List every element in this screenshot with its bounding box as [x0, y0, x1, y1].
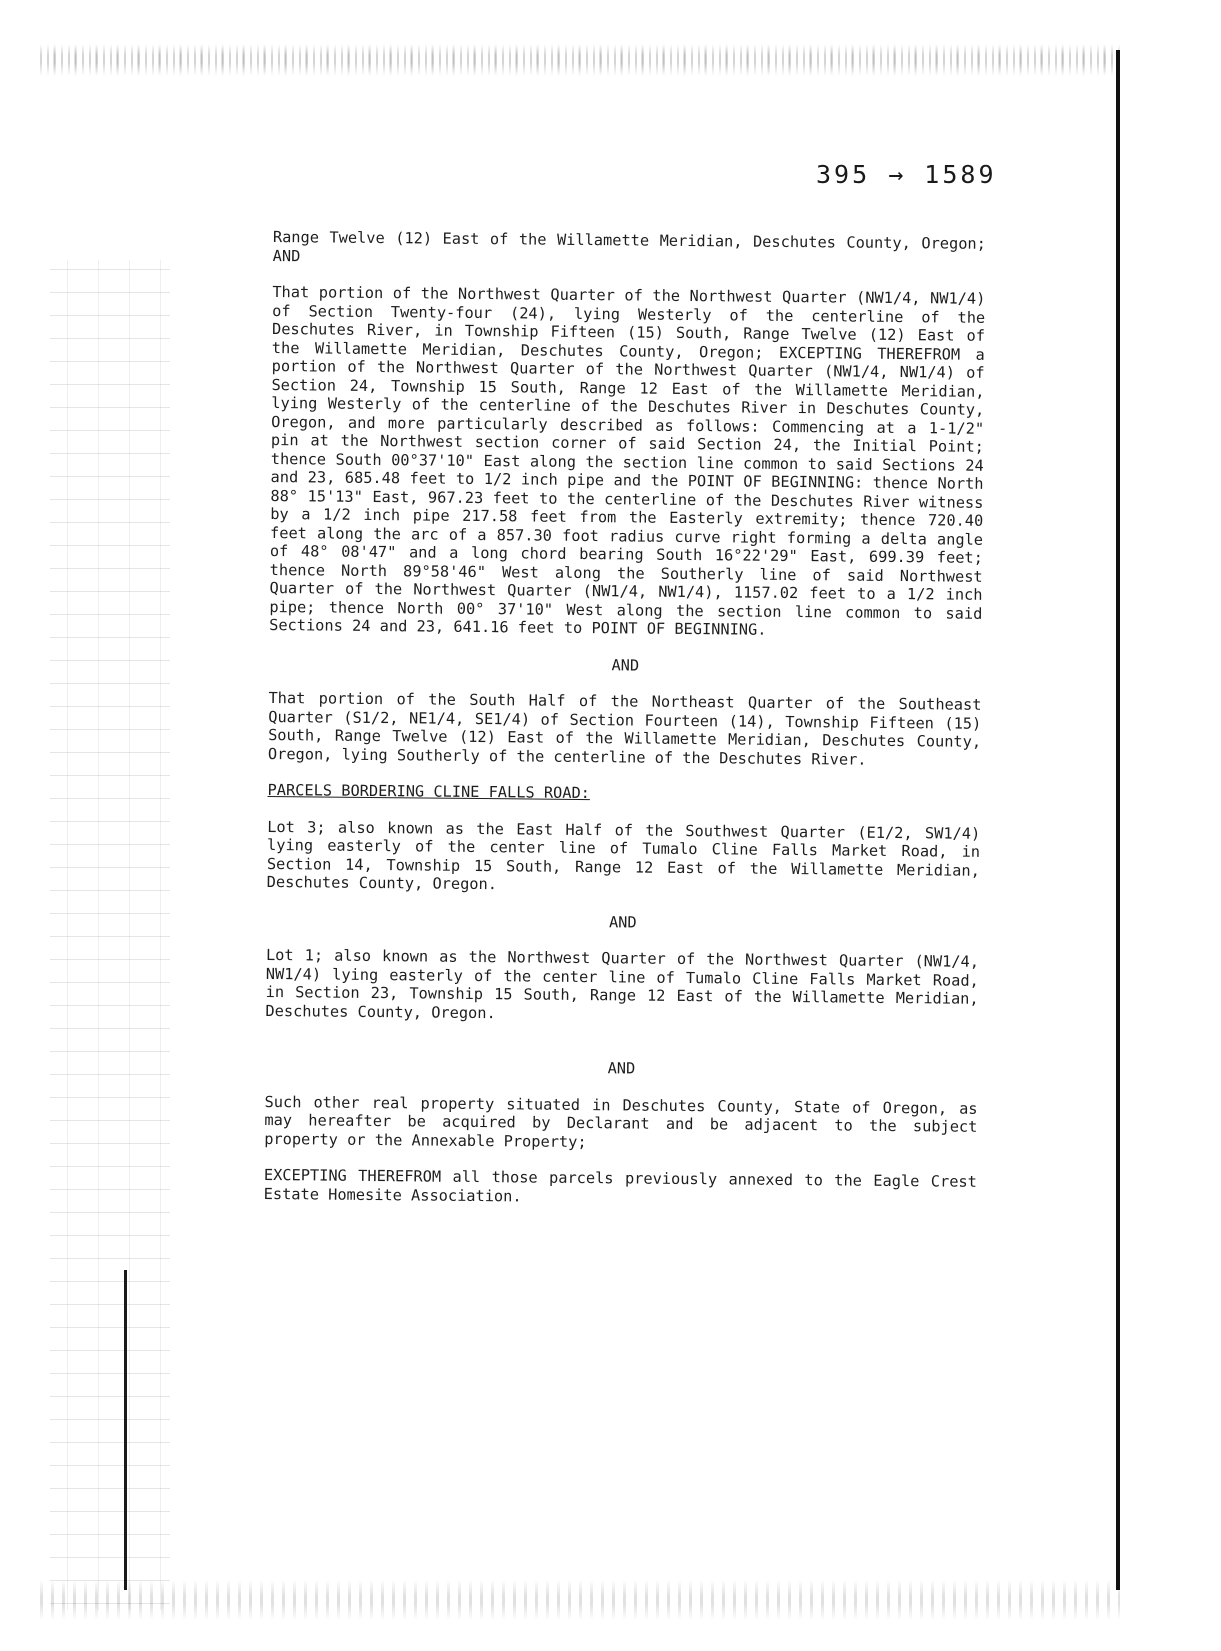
scan-noise-left	[50, 260, 170, 1610]
paragraph-nw-quarter: That portion of the Northwest Quarter of the Northwest Quarter (NW1/4, NW1/4) of Section Twenty-four (24), lying Westerly of the centerline of the Deschutes River, in Township Fifteen (15) South, Range Twelve (12) East of the Willamette Meridian, Deschutes County, Oregon; EXCEPTING THEREFROM a portion of the Northwest Quarter of the Northwest Quarter (NW1/4, NW1/4) of Section 24, Township 15 South, Range 12 East of the Willamette Meridian, lying Westerly of the centerline of the Deschutes River in Deschutes County, Oregon, and more particularly described as follows: Commencing at a 1-1/2" pin at the Northwest section corner of said Section 24, the Initial Point; thence South 00°37'10" East along the section line common to said Sections 24 and 23, 685.48 feet to 1/2 inch pipe and the POINT OF BEGINNING: thence North 88° 15'13" East, 967.23 feet to the centerline of the Deschutes River witness by a 1/2 inch pipe 217.58 feet from the Easterly extremity; thence 720.40 feet along the arc of a 857.30 foot radius curve right forming a delta angle of 48° 08'47" and a long chord bearing South 16°22'29" East, 699.39 feet; thence North 89°58'46" West along the Southerly line of said Northwest Quarter of the Northwest Quarter (NW1/4, NW1/4), 1157.02 feet to a 1/2 inch pipe; thence North 00° 37'10" West along the section line common to said Sections 24 and 23, 641.16 feet to POINT OF BEGINNING.	[269, 282, 986, 639]
and-separator-1: AND	[611, 655, 640, 675]
page-number: 395 → 1589	[816, 160, 997, 189]
and-separator-3: AND	[607, 1059, 636, 1078]
paragraph-other-property: Such other real property situated in Deschutes County, State of Oregon, as may hereafter be acquired by Declarant and be adjacent to the subject property or the Annexable Property;	[264, 1092, 978, 1151]
paragraph-lot-1: Lot 1; also known as the Northwest Quarter of the Northwest Quarter (NW1/4, NW1/4) lying easterly of the center line of Tumalo Cline Falls Market Road, in Section 23, Township 15 South, Range 12 East of the Willamette Meridian, Deschutes County, Oregon.	[265, 945, 980, 1022]
section-heading-cline-falls: PARCELS BORDERING CLINE FALLS ROAD:	[267, 780, 591, 803]
scan-noise-bottom	[40, 1580, 1120, 1620]
scan-edge-left	[124, 1270, 127, 1590]
scan-noise-top	[40, 44, 1120, 76]
and-separator-2: AND	[608, 912, 637, 932]
scan-edge-right	[1116, 50, 1120, 1590]
paragraph-south-half: That portion of the South Half of the Northeast Quarter of the Southeast Quarter (S1/2, NE1/4, SE1/4) of Section Fourteen (14), Township Fifteen (15) South, Range Twelve (12) East of the Willamette Meridian, Deschutes County, Oregon, lying Southerly of the centerline of the Deschutes River.	[267, 688, 982, 769]
paragraph-range-twelve: Range Twelve (12) East of the Willamette Meridian, Deschutes County, Oregon; AND	[272, 228, 986, 265]
paragraph-excepting: EXCEPTING THEREFROM all those parcels previously annexed to the Eagle Crest Estate Homesite Association.	[263, 1165, 977, 1205]
paragraph-lot-3: Lot 3; also known as the East Half of the Southwest Quarter (E1/2, SW1/4) lying easterly of the center line of Tumalo Cline Falls Market Road, in Section 14, Township 15 South, Range 12 East of the Willamette Meridian, Deschutes County, Oregon.	[266, 817, 981, 894]
document-body	[263, 228, 985, 1228]
